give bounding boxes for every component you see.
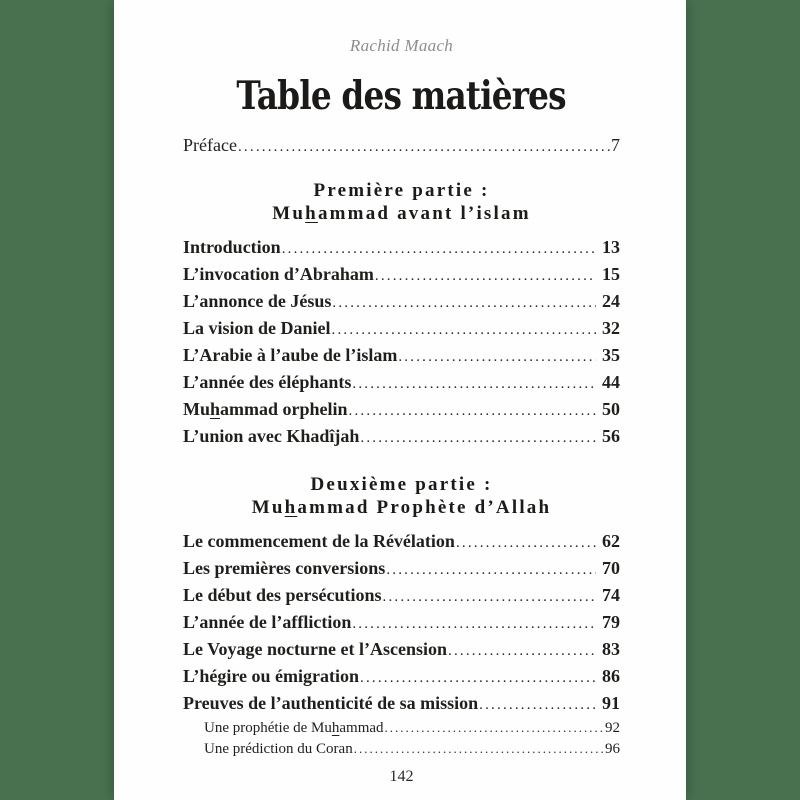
toc-entry-label [183, 528, 455, 555]
label-text: L’union avec Khadîjah [183, 426, 360, 446]
toc-entry-label [183, 396, 348, 423]
toc-entry-page-number: 96 [605, 741, 620, 757]
toc-entry-page-number: 92 [605, 720, 620, 736]
toc-entry [183, 396, 620, 423]
toc-entry [183, 342, 620, 369]
toc-entry-label [204, 718, 384, 739]
label-text: Une prophétie de Mu [204, 720, 332, 736]
underlined-h: h [284, 497, 298, 518]
toc-entry [183, 261, 620, 288]
label-text: Préface [183, 135, 237, 155]
toc-entry [183, 636, 620, 663]
toc-entry-label [183, 132, 237, 159]
page-title [183, 70, 620, 122]
dot-leader [398, 344, 596, 371]
toc-page [114, 0, 686, 800]
toc-entry [183, 369, 620, 396]
label-text: Mu [183, 399, 210, 419]
label-text: L’Arabie à l’aube de l’islam [183, 345, 398, 365]
label-text: Mu [251, 497, 285, 518]
toc-entry-label [183, 690, 478, 717]
toc-entry [183, 315, 620, 342]
toc-entry-label [183, 234, 281, 261]
dot-leader [448, 638, 596, 665]
toc-entry [183, 528, 620, 555]
toc-entry [183, 288, 620, 315]
section-heading-line [183, 202, 620, 225]
toc-entry-page-number: 86 [602, 666, 620, 686]
toc-entry-page-number: 32 [602, 318, 620, 338]
toc-entry [183, 690, 620, 717]
toc-entry-page-number: 35 [602, 345, 620, 365]
page-number: 142 [389, 768, 414, 785]
toc-entry [183, 738, 620, 759]
dot-leader [332, 317, 596, 344]
dot-leader [479, 692, 596, 719]
toc-entry-label [183, 261, 374, 288]
section-heading-line [183, 179, 620, 202]
dot-leader [349, 398, 596, 425]
dot-leader [360, 425, 596, 452]
label-text: L’année de l’affliction [183, 612, 352, 632]
dot-leader [383, 584, 596, 611]
underlined-h: h [331, 720, 340, 736]
section-heading [183, 179, 620, 225]
dot-leader [238, 134, 610, 161]
toc-entry [183, 663, 620, 690]
section-heading [183, 473, 620, 519]
page-title-text: Table des matières [236, 73, 567, 119]
toc-entry [183, 609, 620, 636]
toc-entry [183, 582, 620, 609]
toc-entry [183, 717, 620, 738]
label-text: L’hégire ou émigration [183, 666, 359, 686]
toc-entry-page-number: 44 [602, 372, 620, 392]
label-text: ammad [339, 720, 384, 736]
toc-entry-label [183, 663, 359, 690]
dot-leader [352, 611, 596, 638]
toc-entry [183, 132, 620, 160]
toc-entry-label [183, 315, 331, 342]
dot-leader [332, 290, 596, 317]
dot-leader [352, 371, 596, 398]
label-text: Mu [272, 203, 306, 224]
label-text: Les premières conversions [183, 558, 386, 578]
label-text: Le commencement de la Révélation [183, 531, 455, 551]
toc-entry-label [183, 582, 382, 609]
toc-entry-page-number: 13 [602, 237, 620, 257]
toc-entry [183, 555, 620, 582]
label-text: ammad Prophète d’Allah [297, 497, 552, 518]
table-of-contents [183, 132, 620, 759]
toc-entry-label [204, 739, 353, 760]
toc-entry-label [183, 423, 359, 450]
toc-entry-label [183, 342, 397, 369]
underlined-h: h [210, 399, 221, 419]
label-text: Deuxième partie : [310, 474, 493, 495]
toc-entry-page-number: 62 [602, 531, 620, 551]
label-text: ammad orphelin [220, 399, 348, 419]
toc-entry-page-number: 15 [602, 264, 620, 284]
toc-entry-page-number: 91 [602, 693, 620, 713]
label-text: Le début des persécutions [183, 585, 382, 605]
label-text: Le Voyage nocturne et l’Ascension [183, 639, 447, 659]
dot-leader [354, 738, 604, 759]
dot-leader [360, 665, 596, 692]
label-text: ammad avant l’islam [317, 203, 531, 224]
label-text: L’invocation d’Abraham [183, 264, 374, 284]
toc-entry-page-number: 74 [602, 585, 620, 605]
label-text: L’annonce de Jésus [183, 291, 332, 311]
dot-leader [282, 236, 596, 263]
running-head-author: Rachid Maach [349, 36, 454, 55]
toc-entry-page-number: 24 [602, 291, 620, 311]
toc-entry-page-number: 79 [602, 612, 620, 632]
dot-leader [456, 530, 596, 557]
toc-entry-label [183, 288, 331, 315]
label-text: Une prédiction du Coran [204, 741, 353, 757]
toc-entry-page-number: 7 [611, 135, 620, 155]
section-heading-line [183, 473, 620, 496]
label-text: Preuves de l’authenticité de sa mission [183, 693, 479, 713]
dot-leader [375, 263, 596, 290]
toc-entry [183, 423, 620, 450]
label-text: Première partie : [313, 180, 490, 201]
label-text: La vision de Daniel [183, 318, 331, 338]
toc-entry-page-number: 50 [602, 399, 620, 419]
dot-leader [386, 557, 596, 584]
underlined-h: h [305, 203, 318, 224]
toc-entry [183, 234, 620, 261]
toc-entry-page-number: 70 [602, 558, 620, 578]
section-heading-line [183, 496, 620, 519]
dot-leader [385, 717, 604, 738]
toc-entry-label [183, 555, 385, 582]
toc-entry-page-number: 56 [602, 426, 620, 446]
label-text: L’année des éléphants [183, 372, 352, 392]
label-text: Introduction [183, 237, 281, 257]
toc-entry-label [183, 609, 351, 636]
toc-entry-label [183, 636, 447, 663]
toc-entry-page-number: 83 [602, 639, 620, 659]
toc-entry-label [183, 369, 351, 396]
